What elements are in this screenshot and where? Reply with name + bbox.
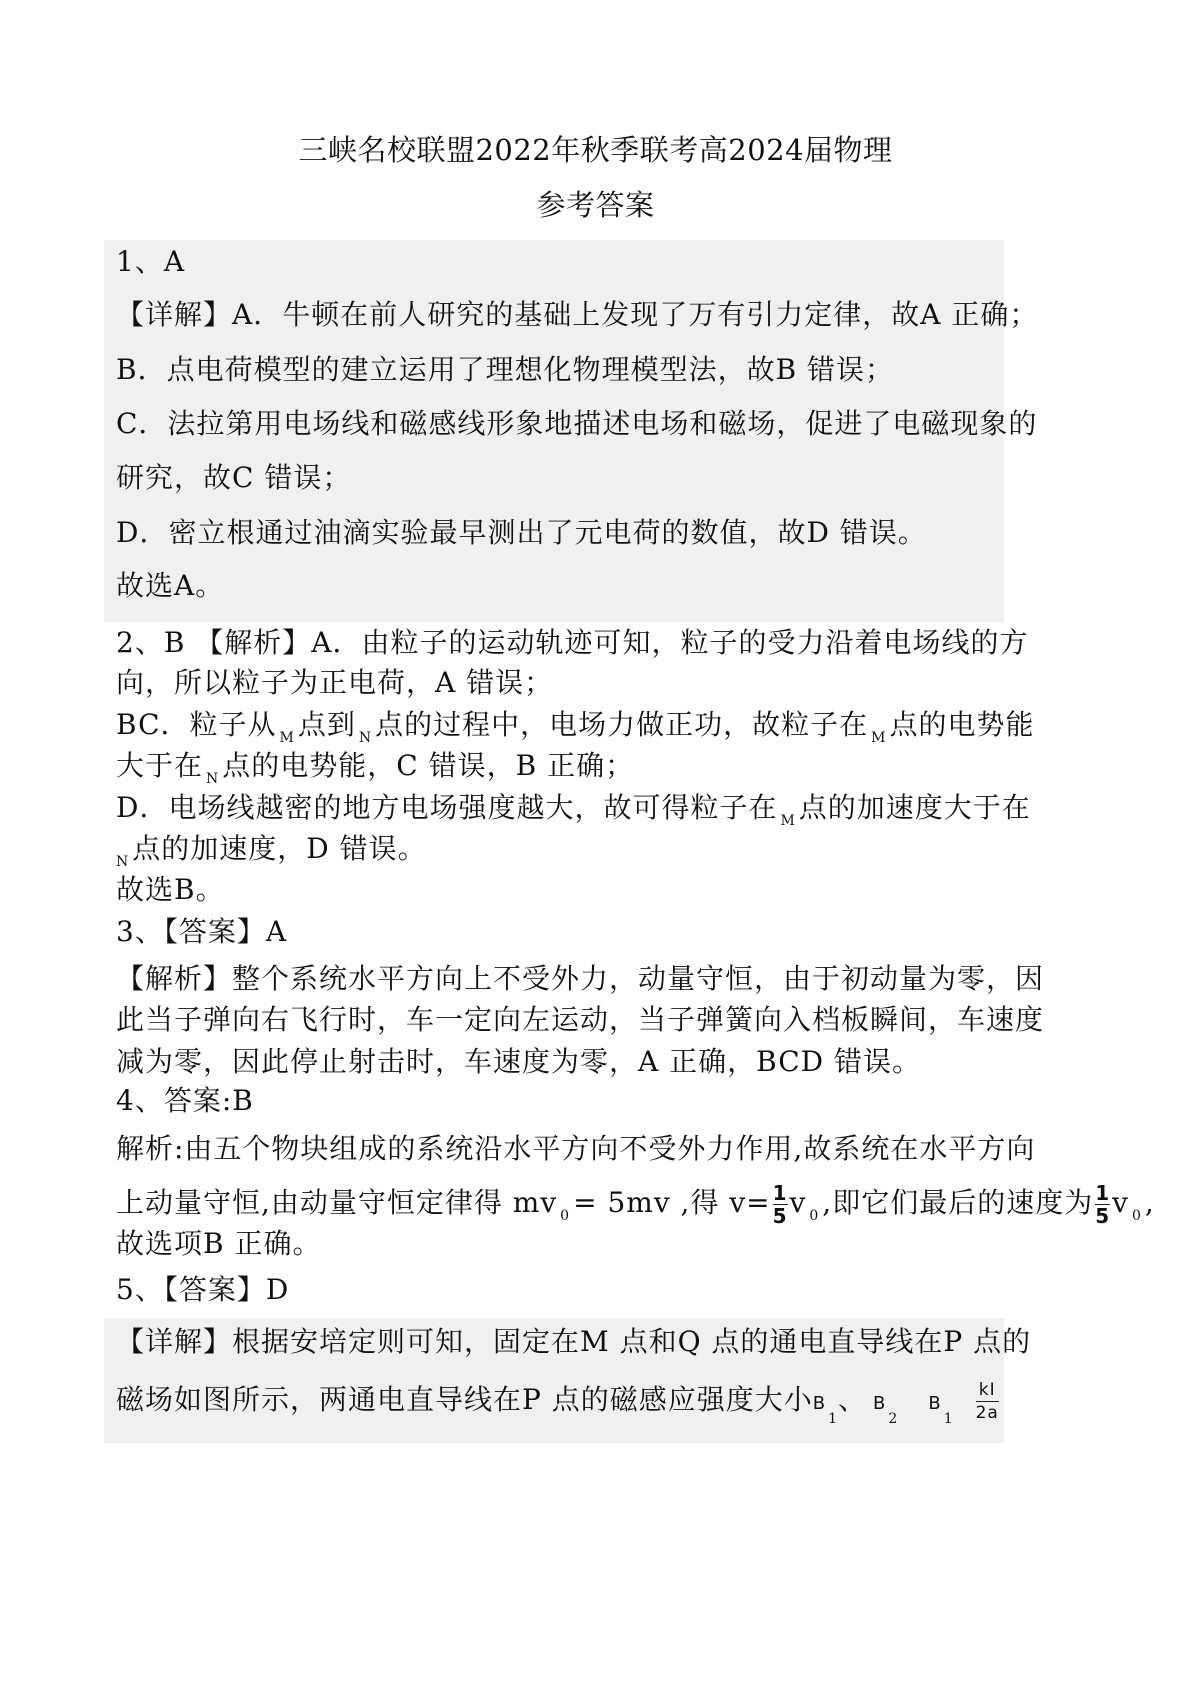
- q3-line: 【解析】整个系统水平方向上不受外力，动量守恒，由于初动量为零，因: [116, 962, 1045, 995]
- document-title: 三峡名校联盟2022年秋季联考高2024届物理: [298, 133, 893, 167]
- q1-line: 研究，故C 错误；: [116, 461, 352, 494]
- q1-answer: 1、A: [116, 245, 186, 278]
- q5-line: 磁场如图所示，两通电直导线在P 点的磁感应强度大小$B_1$、 $B_2B_1$ $\frac{kI}{2a}$: [116, 1380, 999, 1427]
- point-n-label: N: [358, 730, 373, 746]
- point-m-label: M: [871, 730, 887, 746]
- b1-symbol: B: [812, 1393, 827, 1414]
- b1-symbol: B: [928, 1393, 942, 1414]
- q4-line: 解析:由五个物块组成的系统沿水平方向不受外力作用,故系统在水平方向: [116, 1132, 1036, 1165]
- fraction-ki-over-2a: $\frac{kI}{2a}$: [975, 1380, 999, 1423]
- q2-line: 故选B。: [116, 873, 225, 906]
- q3-line: 减为零，因此停止射击时，车速度为零，A 正确，BCD 错误。: [116, 1045, 921, 1078]
- q4-line: 上动量守恒,由动量守恒定律得 mv $_0$ = 5mv ,得 v= $\frac{1}{5}$ v $_0$ ,即它们最后的速度为 $\frac{1}{5}$ v $_0$ ,: [116, 1181, 1155, 1228]
- q2-line: 大于在 $_N$ 点的电势能，C 错误，B 正确；: [116, 749, 635, 787]
- q1-line: D．密立根通过油滴实验最早测出了元电荷的数值，故D 错误。: [116, 516, 927, 549]
- fraction-one-fifth: $\frac{1}{5}$: [1095, 1181, 1111, 1228]
- q1-line: 故选A。: [116, 569, 225, 602]
- point-n-label: N: [206, 771, 220, 787]
- point-m-label: M: [780, 813, 796, 829]
- q5-line: 【详解】根据安培定则可知，固定在M 点和Q 点的通电直导线在P 点的: [116, 1325, 1032, 1358]
- b2-symbol: B: [873, 1393, 887, 1414]
- q5-answer: 5、【答案】D: [116, 1273, 290, 1306]
- q1-line: B．点电荷模型的建立运用了理想化物理模型法，故B 错误；: [116, 353, 895, 386]
- point-n-label: N: [116, 854, 130, 870]
- q4-line: 故选项B 正确。: [116, 1227, 322, 1260]
- q2-line: BC．粒子从 $_M$ 点到 $_N$ 点的过程中，电场力做正功，故粒子在 $_M$ 点的电势能: [116, 708, 1035, 746]
- q4-answer: 4、答案:B: [116, 1084, 254, 1117]
- document-subtitle: 参考答案: [536, 188, 655, 222]
- q2-line: $_N$ 点的加速度，D 错误。: [116, 832, 427, 870]
- q2-line: 2、B 【解析】A．由粒子的运动轨迹可知，粒子的受力沿着电场线的方: [116, 626, 1029, 659]
- q2-line: D．电场线越密的地方电场强度越大，故可得粒子在 $_M$ 点的加速度大于在: [116, 791, 1031, 829]
- q2-line: 向，所以粒子为正电荷，A 错误；: [116, 666, 554, 699]
- q1-line: C．法拉第用电场线和磁感线形象地描述电场和磁场，促进了电磁现象的: [116, 407, 1038, 440]
- fraction-one-fifth: $\frac{1}{5}$: [772, 1181, 788, 1228]
- q1-line: 【详解】A．牛顿在前人研究的基础上发现了万有引力定律，故A 正确；: [116, 298, 1039, 331]
- q3-answer: 3、【答案】A: [116, 915, 288, 948]
- point-m-label: M: [279, 730, 295, 746]
- q3-line: 此当子弹向右飞行时，车一定向左运动，当子弹簧向入档板瞬间，车速度: [116, 1003, 1045, 1036]
